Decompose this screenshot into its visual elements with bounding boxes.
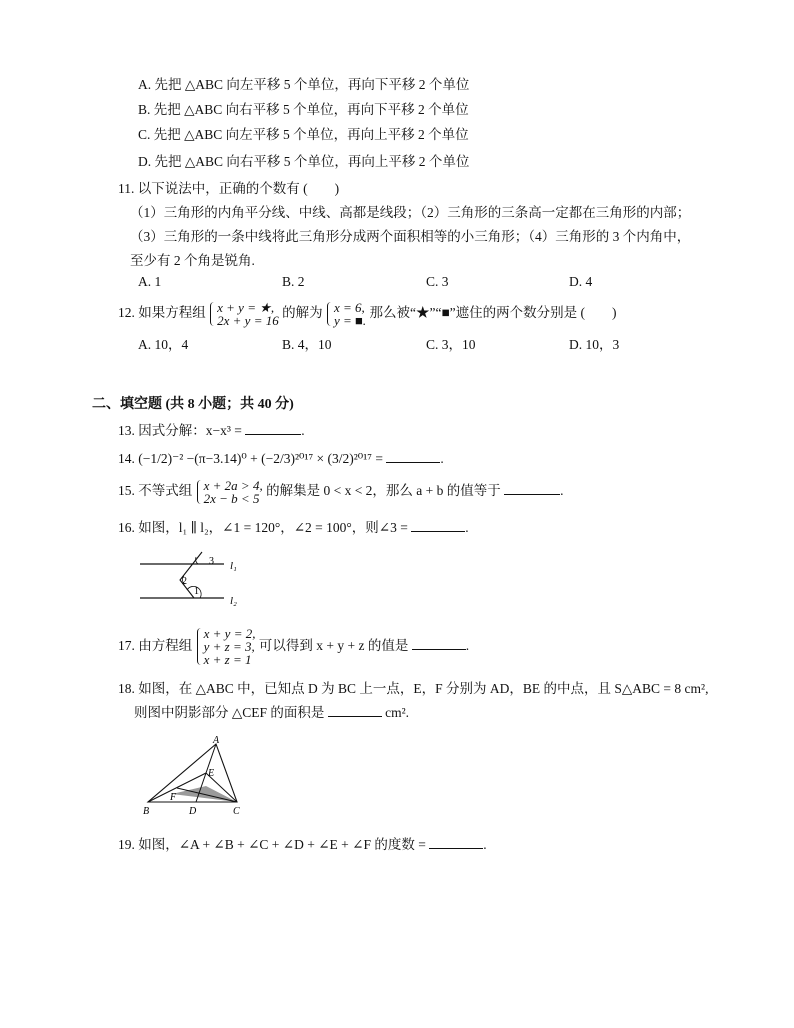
q19-stem: 19. 如图，∠A + ∠B + ∠C + ∠D + ∠E + ∠F 的度数 = . <box>118 837 487 852</box>
q17-system-line2: y + z = 3, <box>203 639 255 655</box>
q17-system <box>196 627 256 666</box>
q18-line2 <box>134 704 409 722</box>
q15-suffix: 的解集是 0 < x < 2，那么 a + b 的值等于 <box>266 483 501 498</box>
label-f: F <box>170 792 177 803</box>
q12-option-c: C. 3，10 <box>426 337 476 352</box>
q18-figure <box>140 736 250 818</box>
q11-statement-line1: （1）三角形的内角平分线、中线、高都是线段；（2）三角形的三条高一定都在三角形的内部； <box>130 205 691 220</box>
label-e: E <box>208 768 215 779</box>
q10-option-d: D. 先把 △ABC 向右平移 5 个单位，再向上平移 2 个单位 <box>138 154 470 169</box>
q15-answer-blank[interactable] <box>504 482 560 495</box>
q13-text: 13. 因式分解：x−x³ = <box>118 423 242 438</box>
q15-system-line1: x + 2a > 4, <box>203 477 263 493</box>
q15-stem: 15. 不等式组 x + 2a > 4, 2x − b < 5 的解集是 0 < x < 2，那么 a + b 的值等于 . <box>118 477 564 506</box>
q12-mid: 的解为 <box>282 305 323 320</box>
q17-system-line1: x + y = 2, <box>203 626 256 642</box>
q10-option-a: A. 先把 △ABC 向左平移 5 个单位，再向下平移 2 个单位 <box>138 77 470 92</box>
q13-answer-blank[interactable] <box>245 422 301 435</box>
q12-system <box>209 301 279 327</box>
q12-suffix: 那么被“★”“■”遮住的两个数分别是 ( ) <box>369 305 617 320</box>
q13-stem: 13. 因式分解：x−x³ = . <box>118 423 305 438</box>
q18-line1: 18. 如图，在 △ABC 中，已知点 D 为 BC 上一点，E，F 分别为 AD，BE 的中点，且 S△ABC = 8 cm², <box>118 681 709 696</box>
q15-prefix: 15. 不等式组 <box>118 483 193 498</box>
q19-text: 19. 如图，∠A + ∠B + ∠C + ∠D + ∠E + ∠F 的度数 = <box>118 837 426 852</box>
q19-answer-blank[interactable] <box>429 836 483 849</box>
q15-system-line2: 2x − b < 5 <box>203 490 260 506</box>
q18-answer-blank[interactable] <box>328 704 382 717</box>
q14-expression: (−1/2)⁻² −(π−3.14)⁰ + (−2/3)²⁰¹⁷ × (3/2)²⁰¹⁷ = <box>138 451 383 466</box>
q14-answer-blank[interactable] <box>386 450 440 463</box>
label-a: A <box>213 736 220 746</box>
label-c: C <box>233 806 240 817</box>
q16-stem: 16. 如图，l₁ ∥ l₂，∠1 = 120°，∠2 = 100°，则∠3 = . <box>118 520 469 535</box>
q11-stem: 11. 以下说法中，正确的个数有 ( ) <box>118 181 340 196</box>
q17-suffix: 可以得到 x + y + z 的值是 <box>258 638 409 653</box>
q11-option-b: B. 2 <box>282 274 305 289</box>
q12-prefix: 12. 如果方程组 <box>118 305 206 320</box>
q11-option-c: C. 3 <box>426 274 449 289</box>
q12-system-line1: x + y = ★, <box>217 299 275 315</box>
q14-stem: 14. (−1/2)⁻² −(π−3.14)⁰ + (−2/3)²⁰¹⁷ × (3/2)²⁰¹⁷ = . <box>118 451 444 466</box>
q12-solution-line1: x = 6, <box>333 299 365 315</box>
q10-option-b: B. 先把 △ABC 向右平移 5 个单位，再向下平移 2 个单位 <box>138 102 469 117</box>
q12-option-d: D. 10，3 <box>569 337 620 352</box>
q17-system-line3: x + z = 1 <box>203 652 252 668</box>
q17-prefix: 17. 由方程组 <box>118 638 193 653</box>
label-angle-3: 3 <box>209 556 214 567</box>
q12-system-line2: 2x + y = 16 <box>217 312 279 328</box>
q16-text: 16. 如图，l₁ ∥ l₂，∠1 = 120°，∠2 = 100°，则∠3 = <box>118 520 408 535</box>
label-angle-1: 1 <box>194 586 199 597</box>
q17-answer-blank[interactable] <box>412 637 466 650</box>
label-l2: l₂ <box>230 595 237 607</box>
q17-stem: 17. 由方程组 x + y = 2, y + z = 3, x + z = 1 可以得到 x + y + z 的值是 . <box>118 626 470 668</box>
q11-statement-line3: 至少有 2 个角是锐角. <box>130 253 255 268</box>
q12-solution-line2: y = ■. <box>333 312 367 328</box>
q12-option-b: B. 4，10 <box>282 337 332 352</box>
q10-option-c: C. 先把 △ABC 向左平移 5 个单位，再向上平移 2 个单位 <box>138 127 469 142</box>
q16-figure <box>136 548 256 610</box>
q16-answer-blank[interactable] <box>411 519 465 532</box>
q11-option-d: D. 4 <box>569 274 593 289</box>
section-2-title: 二、填空题 (共 8 小题；共 40 分) <box>92 397 294 412</box>
label-d: D <box>189 806 197 817</box>
q12-solution <box>326 301 366 327</box>
label-l1: l₁ <box>230 560 237 572</box>
q18-line2-suffix: cm². <box>385 705 410 720</box>
q14-number: 14. <box>118 451 135 466</box>
q12-stem <box>118 300 617 327</box>
q11-option-a: A. 1 <box>138 274 162 289</box>
q11-statement-line2: （3）三角形的一条中线将此三角形分成两个面积相等的小三角形；（4）三角形的 3 个内角中， <box>130 229 691 244</box>
label-b: B <box>143 806 150 817</box>
q15-system <box>196 479 263 505</box>
q18-line2-prefix: 则图中阴影部分 △CEF 的面积是 <box>134 705 325 720</box>
q12-option-a: A. 10，4 <box>138 337 189 352</box>
label-angle-2: 2 <box>182 576 187 587</box>
